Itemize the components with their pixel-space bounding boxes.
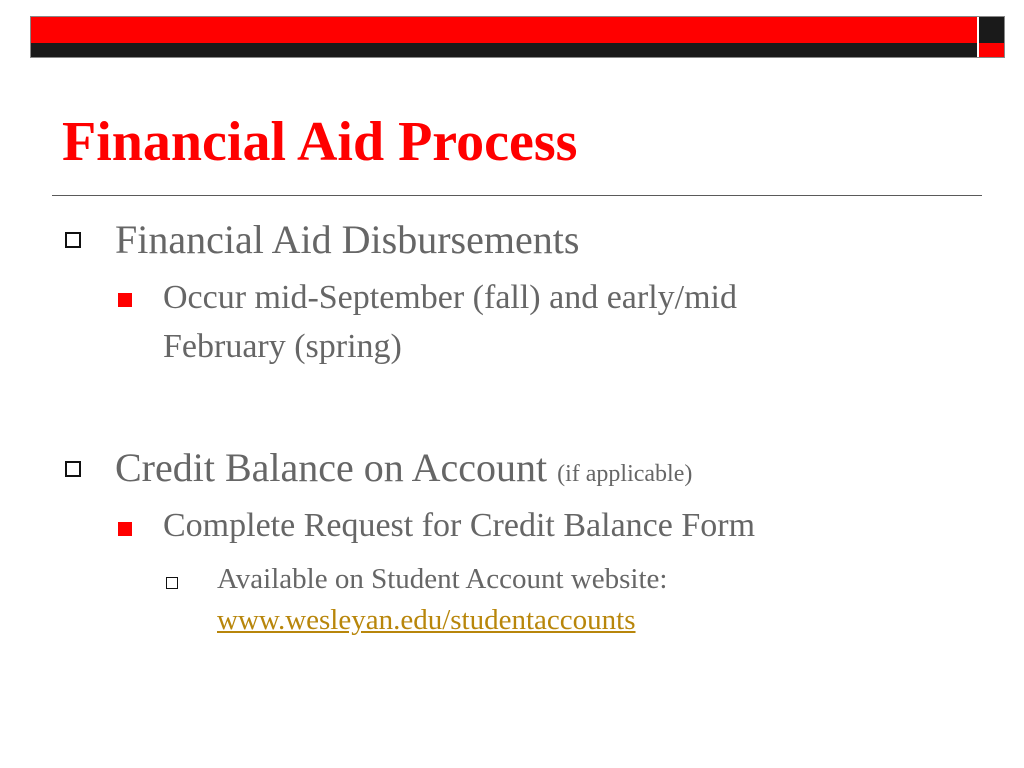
filled-square-bullet-icon <box>118 522 132 536</box>
credit-balance-heading: Credit Balance on Account <box>115 445 548 490</box>
header-band-black <box>31 43 977 58</box>
slide-title: Financial Aid Process <box>62 111 578 173</box>
sub-bullet-disbursement-timing-line-1: Occur mid-September (fall) and early/mid <box>163 279 737 316</box>
filled-square-bullet-icon <box>118 293 132 307</box>
header-corner-black-square <box>979 17 1004 43</box>
header-corner-red-square <box>979 43 1004 58</box>
title-divider <box>52 195 982 196</box>
sub-bullet-disbursement-timing-line-2: February (spring) <box>163 328 402 365</box>
hollow-square-bullet-icon <box>166 577 178 589</box>
sub-bullet-credit-balance-form: Complete Request for Credit Balance Form <box>163 507 756 544</box>
header-band-red <box>31 17 977 43</box>
bullet-financial-aid-disbursements: Financial Aid Disbursements <box>115 217 580 262</box>
sub-sub-bullet-available-on-website: Available on Student Account website: <box>217 563 668 595</box>
hollow-square-bullet-icon <box>65 461 81 477</box>
student-accounts-link[interactable]: www.wesleyan.edu/studentaccounts <box>217 604 636 636</box>
credit-balance-note: (if applicable) <box>557 461 693 487</box>
bullet-credit-balance <box>115 444 692 492</box>
hollow-square-bullet-icon <box>65 232 81 248</box>
